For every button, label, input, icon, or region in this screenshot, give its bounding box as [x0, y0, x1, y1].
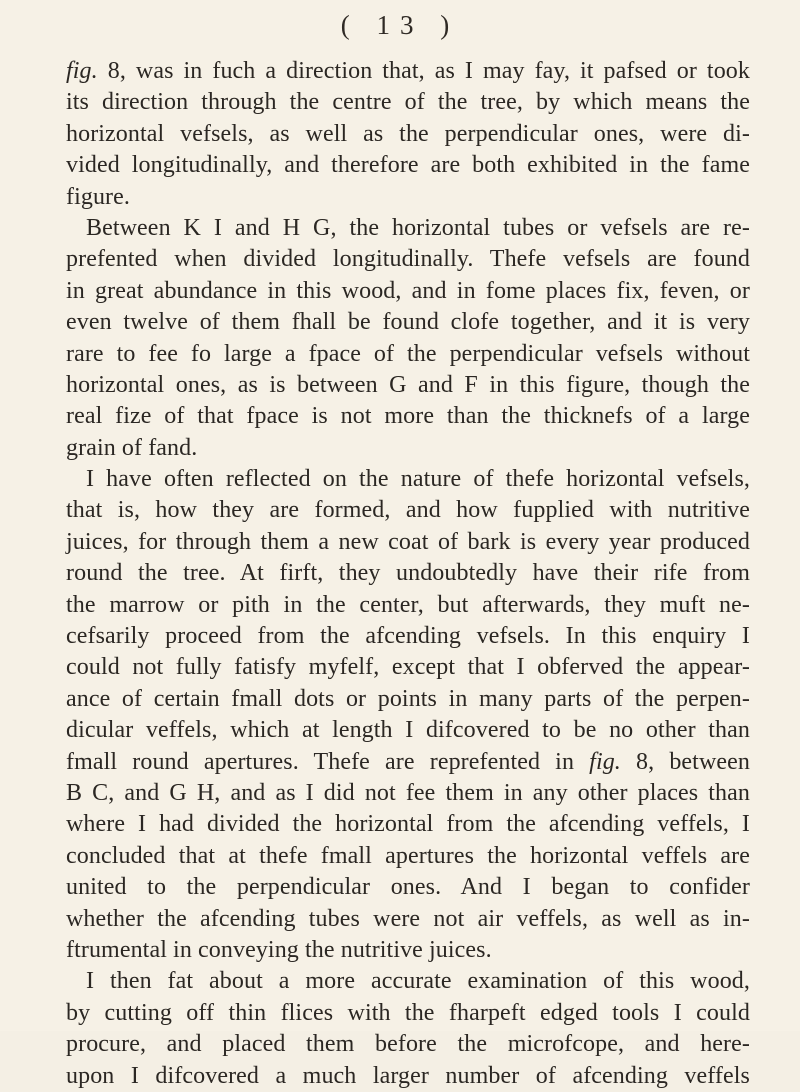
text-line: horizontal ones, as is between G and F in this figure, though the	[66, 371, 750, 398]
text-line: where I had divided the horizontal from the afcending veffels, I	[66, 811, 750, 838]
text-line: I have often reflected on the nature of thefe horizontal vefsels,	[86, 466, 750, 493]
text-line: juices, for through them a new coat of bark is every year produced	[66, 528, 750, 555]
text-line: cefsarily proceed from the afcending vefsels. In this enquiry I	[66, 623, 750, 650]
text-line: real fize of that fpace is not more than the thicknefs of a large	[66, 403, 750, 430]
text-line: prefented when divided longitudinally. Thefe vefsels are found	[66, 246, 750, 273]
text-line: vided longitudinally, and therefore are both exhibited in the fame	[66, 152, 750, 179]
text-line: upon I difcovered a much larger number of afcending veffels	[66, 1062, 750, 1089]
text-line: could not fully fatisfy myfelf, except that I obferved the appear-	[66, 654, 750, 681]
text-line: I then fat about a more accurate examination of this wood,	[86, 968, 750, 995]
text-line: united to the perpendicular ones. And I began to confider	[66, 874, 750, 901]
text-line: by cutting off thin flices with the fharpeft edged tools I could	[66, 999, 750, 1026]
text-line: the marrow or pith in the center, but afterwards, they muft ne-	[66, 591, 750, 618]
text-line: figure.	[66, 183, 131, 210]
text-line: ance of certain fmall dots or points in many parts of the perpen-	[66, 685, 750, 712]
text-line: its direction through the centre of the tree, by which means the	[66, 89, 750, 116]
text-line: rare to fee fo large a fpace of the perpendicular vefsels without	[66, 340, 750, 367]
page-number: ( 13 )	[340, 10, 460, 40]
text-line: horizontal vefsels, as well as the perpendicular ones, were di-	[66, 120, 750, 147]
text-line: fmall round apertures. Thefe are reprefented in fig. 8, between	[66, 748, 750, 775]
text-line: in great abundance in this wood, and in fome places fix, feven, or	[66, 277, 750, 304]
figure-reference: fig.	[66, 58, 98, 84]
text-line: that is, how they are formed, and how fupplied with nutritive	[66, 497, 750, 524]
text-line: round the tree. At firft, they undoubtedly have their rife from	[66, 560, 750, 587]
text-line: procure, and placed them before the microfcope, and here-	[66, 1031, 750, 1058]
body-text	[66, 56, 750, 1092]
figure-reference: fig.	[589, 748, 621, 775]
text-line: concluded that at thefe fmall apertures the horizontal veffels are	[66, 842, 750, 869]
text-line: Between K I and H G, the horizontal tubes or vefsels are re-	[86, 214, 750, 241]
text-line: B C, and G H, and as I did not fee them in any other places than	[66, 779, 750, 806]
text-line: whether the afcending tubes were not air veffels, as well as in-	[66, 905, 750, 932]
text-line: dicular veffels, which at length I difcovered to be no other than	[66, 717, 750, 744]
text-line: fig. 8, was in fuch a direction that, as I may fay, it pafsed or took	[66, 58, 750, 84]
text-line: grain of fand.	[66, 434, 198, 461]
text-line: even twelve of them fhall be found clofe together, and it is very	[66, 309, 750, 336]
text-line: ftrumental in conveying the nutritive juices.	[66, 936, 492, 963]
